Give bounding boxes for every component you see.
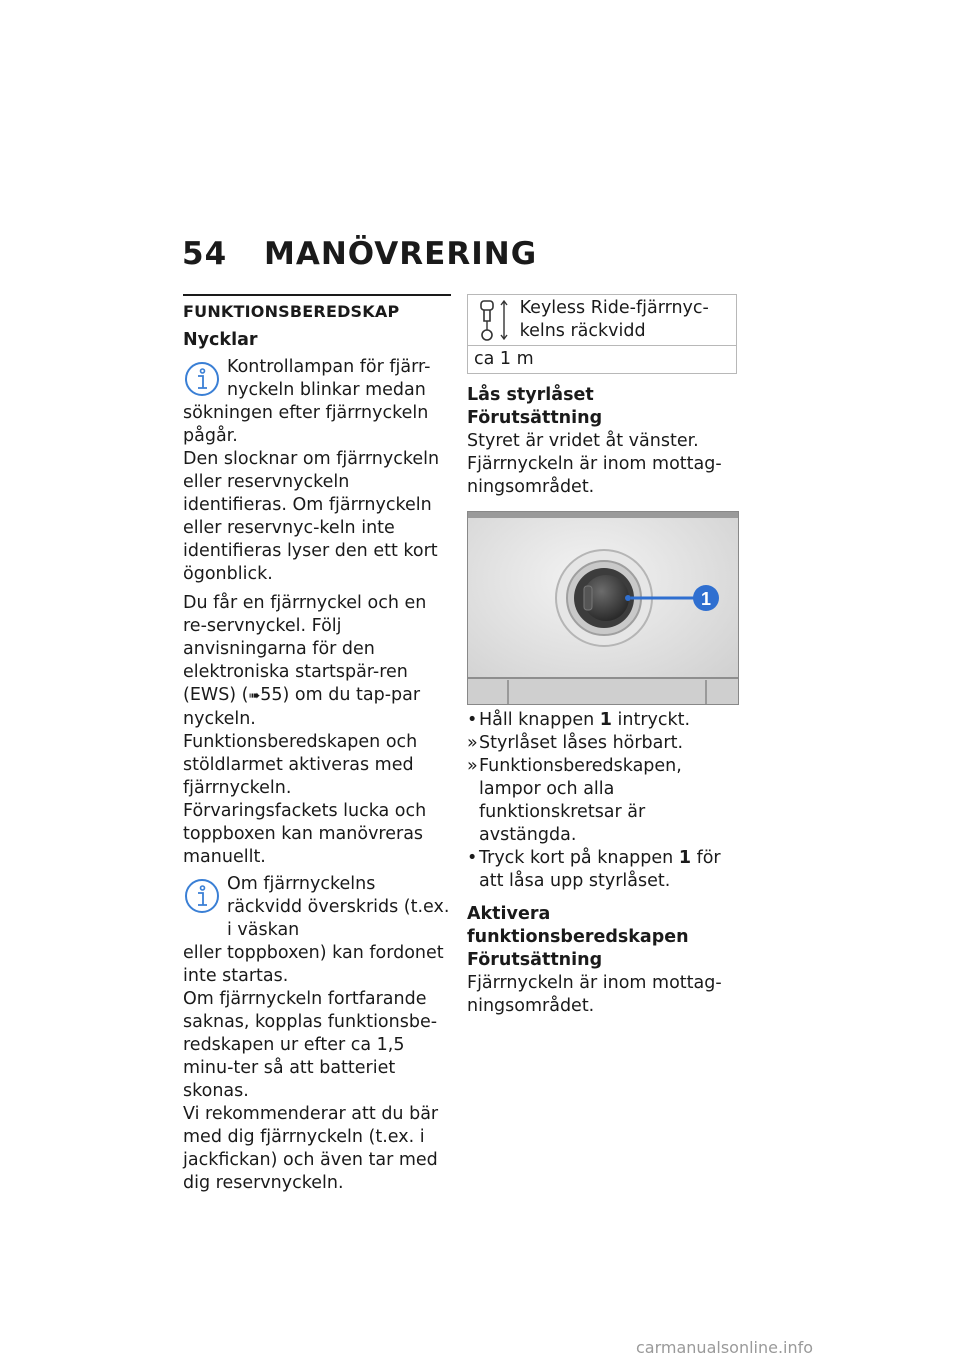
note1-lead: Kontrollampan för fjärr-nyckeln blinkar medan — [227, 357, 431, 400]
spec-value: ca 1 m — [468, 346, 737, 374]
paragraph-1: Den slocknar om fjärrnyckeln eller reservnyckeln identifieras. Om fjärrnyckeln eller reservnyc-keln inte identifieras lyser den ett kort ögonblick. — [183, 449, 440, 584]
watermark: carmanualsonline.info — [636, 1338, 814, 1357]
prerequisite-2: Fjärrnyckeln är inom mottag-ningsområdet. — [467, 454, 722, 497]
result-item: » Styrlåset låses hörbart. — [467, 733, 684, 753]
paragraph-4: Om fjärrnyckeln fortfarande saknas, kopplas funktionsbe-redskapen ur efter ca 1,5 minu-ter så att batteriet skonas. — [183, 989, 438, 1101]
step-list — [467, 709, 737, 893]
info-icon — [183, 360, 221, 398]
prerequisite-heading: Förutsättning — [467, 408, 603, 428]
page-header — [182, 236, 537, 272]
paragraph-3: Funktionsberedskapen och stöldlarmet aktiveras med fjärrnyckeln. Förvaringsfackets lucka och toppboxen kan manövreras manuellt. — [183, 732, 427, 867]
right-column — [467, 294, 737, 1018]
heading-keys: Nycklar — [183, 330, 258, 350]
info-icon — [183, 877, 221, 915]
paragraph-5: Vi rekommenderar att du bär med dig fjärrnyckeln (t.ex. i jackfickan) och även tar med dig reservnyckeln. — [183, 1104, 439, 1193]
spec-value-row — [468, 346, 737, 374]
spec-label-row — [468, 295, 737, 346]
chapter-title: MANÖVRERING — [264, 236, 538, 272]
p2-text-b: ) om du tap-par nyckeln. — [183, 685, 421, 729]
page-reference-link[interactable]: 55 — [260, 685, 283, 705]
note2-continuation: eller toppboxen) kan fordonet inte startas. — [183, 943, 444, 986]
lock-heading: Lås styrlåset — [467, 385, 594, 405]
p2-text-a: Du får en fjärrnyckel och en re-servnyckel. Följ anvisningarna för den elektroniska startspär-ren (EWS) ( — [183, 593, 427, 705]
prerequisite-1: Styret är vridet åt vänster. — [467, 431, 699, 451]
step-item: • Håll knappen 1 intryckt. — [467, 710, 691, 730]
left-column — [183, 294, 451, 1195]
prerequisite-2-text: Fjärrnyckeln är inom mottag-ningsområdet. — [467, 973, 722, 1016]
steering-lock-button-photo — [467, 511, 739, 705]
info-note-2 — [183, 873, 451, 942]
prerequisite-heading-2: Förutsättning — [467, 950, 603, 970]
info-note-1 — [183, 356, 451, 402]
key-range-icon — [474, 297, 514, 343]
button-illustration — [468, 512, 738, 704]
result-item: » Funktionsberedskapen, lampor och alla funktionskretsar är avstängda. — [467, 756, 682, 845]
step-item: • Tryck kort på knappen 1 för att låsa upp styrlåset. — [467, 848, 721, 891]
callout-number: 1 — [700, 589, 712, 609]
note2-lead: Om fjärrnyckelns räckvidd överskrids (t.ex. i väskan — [227, 874, 450, 940]
range-spec-table — [467, 294, 737, 374]
reference-arrow-icon: ➠ — [248, 688, 261, 704]
spec-label: Keyless Ride-fjärrnyc-kelns räckvidd — [519, 298, 709, 341]
activate-heading: Aktivera funktionsberedskapen — [467, 904, 689, 947]
section-title: FUNKTIONSBEREDSKAP — [183, 302, 400, 321]
paragraph-2 — [183, 592, 451, 731]
note1-continuation: sökningen efter fjärrnyckeln pågår. — [183, 403, 429, 446]
page-number: 54 — [182, 236, 228, 272]
